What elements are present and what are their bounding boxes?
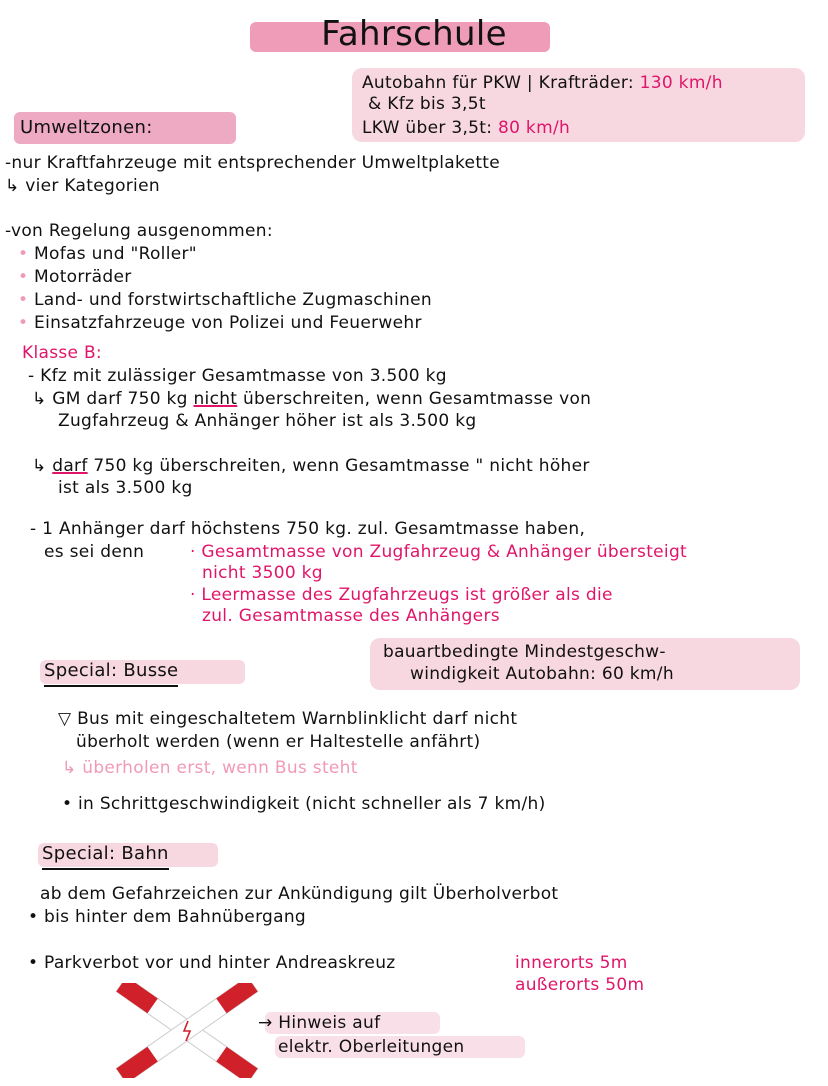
busse-line: überholt werden (wenn er Haltestelle anfährt) [76,732,481,752]
klasse-b-line: - Kfz mit zulässiger Gesamtmasse von 3.500 kg [28,366,447,386]
busse-line: ↳ überholen erst, wenn Bus steht [62,758,358,778]
exception-line: zul. Gesamtmasse des Anhängers [202,606,500,626]
list-item: • Mofas und "Roller" [18,244,197,264]
bahn-line: ab dem Gefahrzeichen zur Ankündigung gilt Überholverbot [40,884,559,904]
umwelt-heading: Umweltzonen: [20,117,153,138]
umwelt-line: ↳ vier Kategorien [5,176,160,196]
list-item: • Einsatzfahrzeuge von Polizei und Feuerwehr [18,313,422,333]
klasse-b-heading: Klasse B: [22,343,102,363]
klasse-b-line: ↳ GM darf 750 kg nicht überschreiten, wenn Gesamtmasse von [32,389,592,409]
speed-line-2: & Kfz bis 3,5t [368,94,486,114]
klasse-b-line: es sei denn [44,542,145,562]
page-title: Fahrschule [321,14,507,54]
andreaskreuz-icon [110,983,265,1078]
speed-line-3 [362,117,570,139]
bahn-line: • bis hinter dem Bahnübergang [28,907,307,927]
bahn-heading: Special: Bahn [42,843,169,870]
hint-line: → Hinweis auf [258,1013,381,1033]
speed-value: 130 km/h [639,73,723,93]
speed-value: 80 km/h [498,118,571,138]
exception-line: · Leermasse des Zugfahrzeugs ist größer als die [190,585,613,605]
klasse-b-line: ist als 3.500 kg [58,478,193,498]
busse-line: • in Schrittgeschwindigkeit (nicht schneller als 7 km/h) [62,794,546,814]
busse-heading: Special: Busse [44,660,178,687]
min-speed-line: bauartbedingte Mindestgeschw- [383,642,666,662]
hint-line: elektr. Oberleitungen [278,1037,465,1057]
exception-line: · Gesamtmasse von Zugfahrzeug & Anhänger übersteigt [190,542,688,562]
umwelt-line: -nur Kraftfahrzeuge mit entsprechender Umweltplakette [5,153,501,173]
umwelt-line: -von Regelung ausgenommen: [5,221,273,241]
speed-line-1 [362,72,723,94]
distance-inside: innerorts 5m [515,953,628,973]
bahn-line: • Parkverbot vor und hinter Andreaskreuz [28,953,396,973]
distance-outside: außerorts 50m [515,975,645,995]
exception-line: nicht 3500 kg [202,563,323,583]
list-item: • Motorräder [18,267,132,287]
klasse-b-line: Zugfahrzeug & Anhänger höher ist als 3.500 kg [58,411,477,431]
klasse-b-line: - 1 Anhänger darf höchstens 750 kg. zul. Gesamtmasse haben, [30,519,586,539]
min-speed-line: windigkeit Autobahn: 60 km/h [410,664,674,684]
speed-label: Autobahn für PKW | Krafträder: [362,73,634,93]
speed-label: LKW über 3,5t: [362,118,493,138]
busse-line: ▽ Bus mit eingeschaltetem Warnblinklicht darf nicht [58,709,518,729]
klasse-b-line: ↳ darf 750 kg überschreiten, wenn Gesamtmasse " nicht höher [32,456,590,476]
list-item: • Land- und forstwirtschaftliche Zugmaschinen [18,290,432,310]
